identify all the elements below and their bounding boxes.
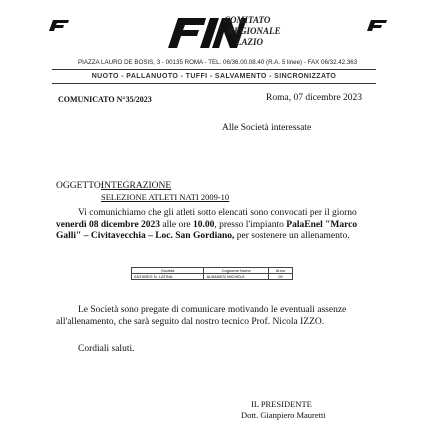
cell-societa: ANTARES N. LATINA	[132, 274, 204, 280]
recipients: Alle Società interessate	[222, 123, 312, 133]
disciplines-text: NUOTO - PALLANUOTO - TUFFI - SALVAMENTO - SINCRONIZZATO	[91, 73, 337, 80]
convocation-line-3	[56, 231, 374, 243]
cell-cognome-nome: ALBANESI MICHELE	[204, 274, 268, 280]
header-anno: Anno	[268, 268, 292, 274]
title-line-3: LAZIO	[236, 37, 263, 47]
convocation-line-1: Vi comunichiamo che gli atleti sotto elencati sono convocati per il giorno	[78, 208, 357, 218]
title-line-2: REGIONALE	[228, 26, 281, 36]
disciplines-band	[52, 69, 376, 84]
convocation-presso: , presso l'impianto	[214, 219, 287, 230]
cell-anno: 09	[268, 274, 292, 280]
comunicato-number: COMUNICATO N°35/2023	[58, 95, 152, 104]
athletes-table	[131, 267, 293, 280]
letter-date: Roma, 07 dicembre 2023	[266, 93, 363, 103]
title-line-1: COMITATO	[224, 15, 271, 25]
address-line: PIAZZA LAURO DE BOSIS, 3 - 00135 ROMA - TEL. 06/36.00.08.40 (R.A. 5 linee) - FAX 06/32.42.363	[78, 59, 358, 66]
greeting: Cordiali saluti.	[78, 344, 135, 354]
absence-paragraph	[56, 304, 374, 328]
header-cognome-nome: Cognome Nome	[204, 268, 268, 274]
convocation-date: venerdì 08 dicembre 2023	[56, 219, 161, 230]
absence-line-1: Le Società sono pregate di comunicare motivando le eventuali assenze	[78, 305, 347, 315]
fin-small-logo-left	[48, 18, 70, 32]
convocation-paragraph	[56, 208, 374, 243]
convocation-line-2	[56, 220, 374, 232]
convocation-purpose: per sostenere un allenamento.	[234, 231, 350, 241]
convocation-time: 10.00	[193, 219, 215, 230]
convocation-venue: PalaEnel "Marco	[286, 219, 358, 230]
fin-small-logo-right	[366, 18, 388, 32]
signature-name: Dott. Gianpiero Mauretti	[241, 410, 326, 420]
signature-role: IL PRESIDENTE	[251, 399, 312, 409]
organization-title	[224, 15, 281, 48]
absence-line-2: all'allenamento, che sarà seguito dal nostro tecnico Prof. Nicola IZZO.	[56, 317, 325, 327]
table-row	[132, 274, 293, 280]
subject-line-2: SELEZIONE ATLETI NATI 2009-10	[101, 192, 230, 202]
convocation-at: alle ore	[160, 219, 194, 230]
subject-line-1: INTEGRAZIONE	[101, 181, 172, 191]
header-societa: Società	[132, 268, 204, 274]
subject-label: OGGETTO:	[56, 181, 104, 191]
convocation-location: Galli" – Civitavecchia – Loc. San Gordiano,	[56, 231, 235, 241]
